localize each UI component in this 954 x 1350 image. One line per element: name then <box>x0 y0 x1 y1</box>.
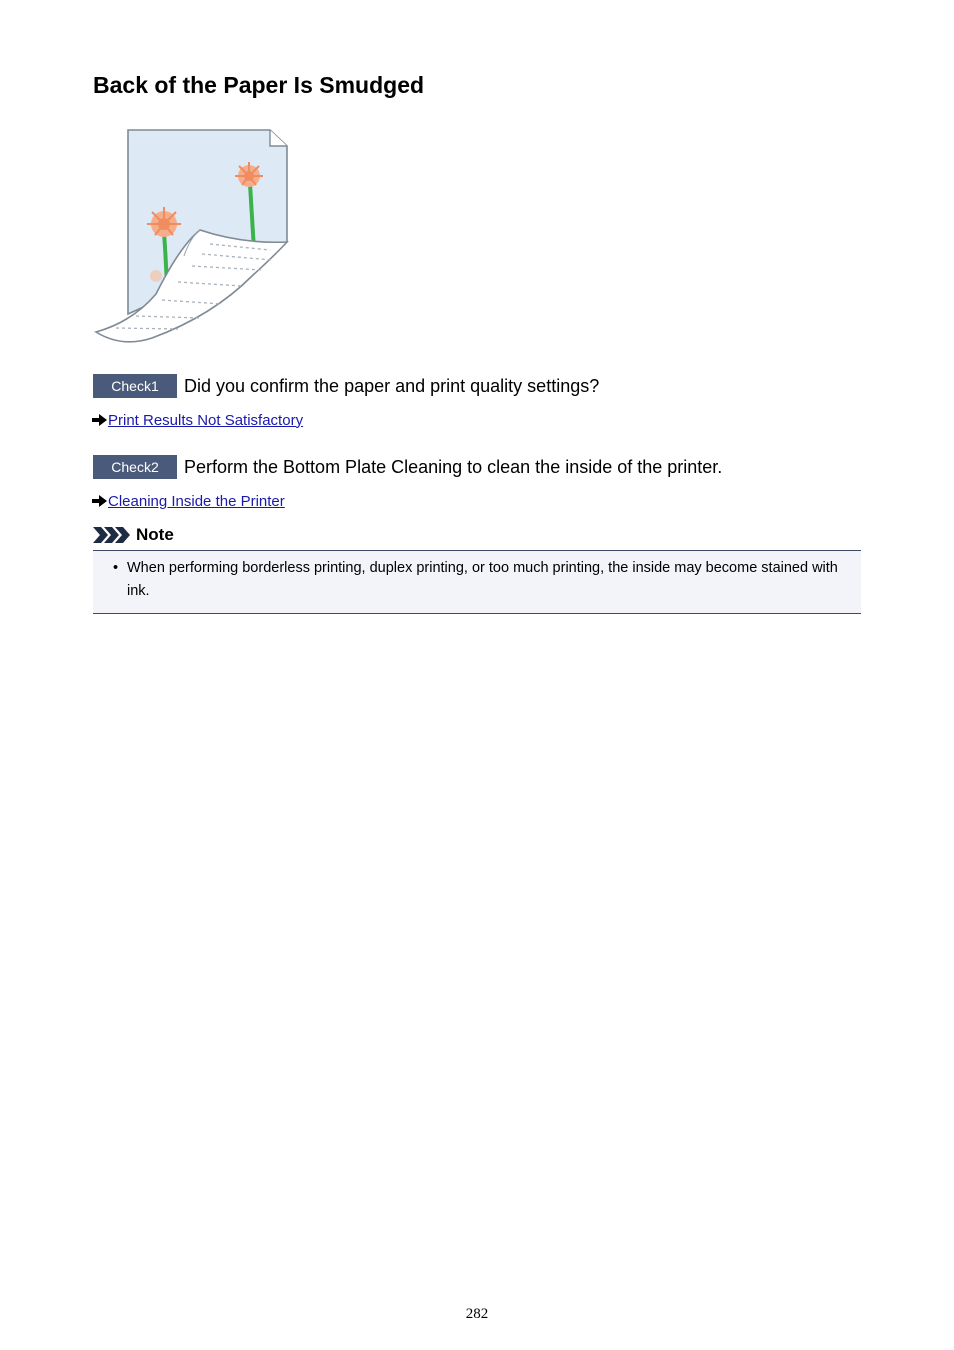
note-label: Note <box>136 525 174 544</box>
check1-link-row <box>92 410 303 430</box>
note-item-text: When performing borderless printing, duplex printing, or too much printing, the inside may become stained with ink. <box>127 560 838 599</box>
check1-row <box>93 374 599 398</box>
note-header <box>93 524 174 546</box>
page-number: 282 <box>465 1306 489 1322</box>
chevrons-icon <box>93 527 131 543</box>
page-title: Back of the Paper Is Smudged <box>93 72 425 98</box>
print-results-not-satisfactory-link[interactable]: Print Results Not Satisfactory <box>108 411 304 429</box>
check2-row <box>93 455 722 479</box>
arrow-right-icon <box>92 495 107 507</box>
note-box <box>93 550 861 614</box>
check2-link-row <box>92 491 285 511</box>
check2-text: Perform the Bottom Plate Cleaning to clean the inside of the printer. <box>184 457 723 477</box>
note-list-item <box>113 557 853 603</box>
cleaning-inside-the-printer-link[interactable]: Cleaning Inside the Printer <box>108 492 285 510</box>
check1-badge: Check1 <box>93 374 177 398</box>
arrow-right-icon <box>92 414 107 426</box>
check1-text: Did you confirm the paper and print quality settings? <box>184 376 600 396</box>
check2-badge: Check2 <box>93 455 177 479</box>
smudged-paper-illustration <box>92 126 290 348</box>
bullet: • <box>113 560 119 576</box>
